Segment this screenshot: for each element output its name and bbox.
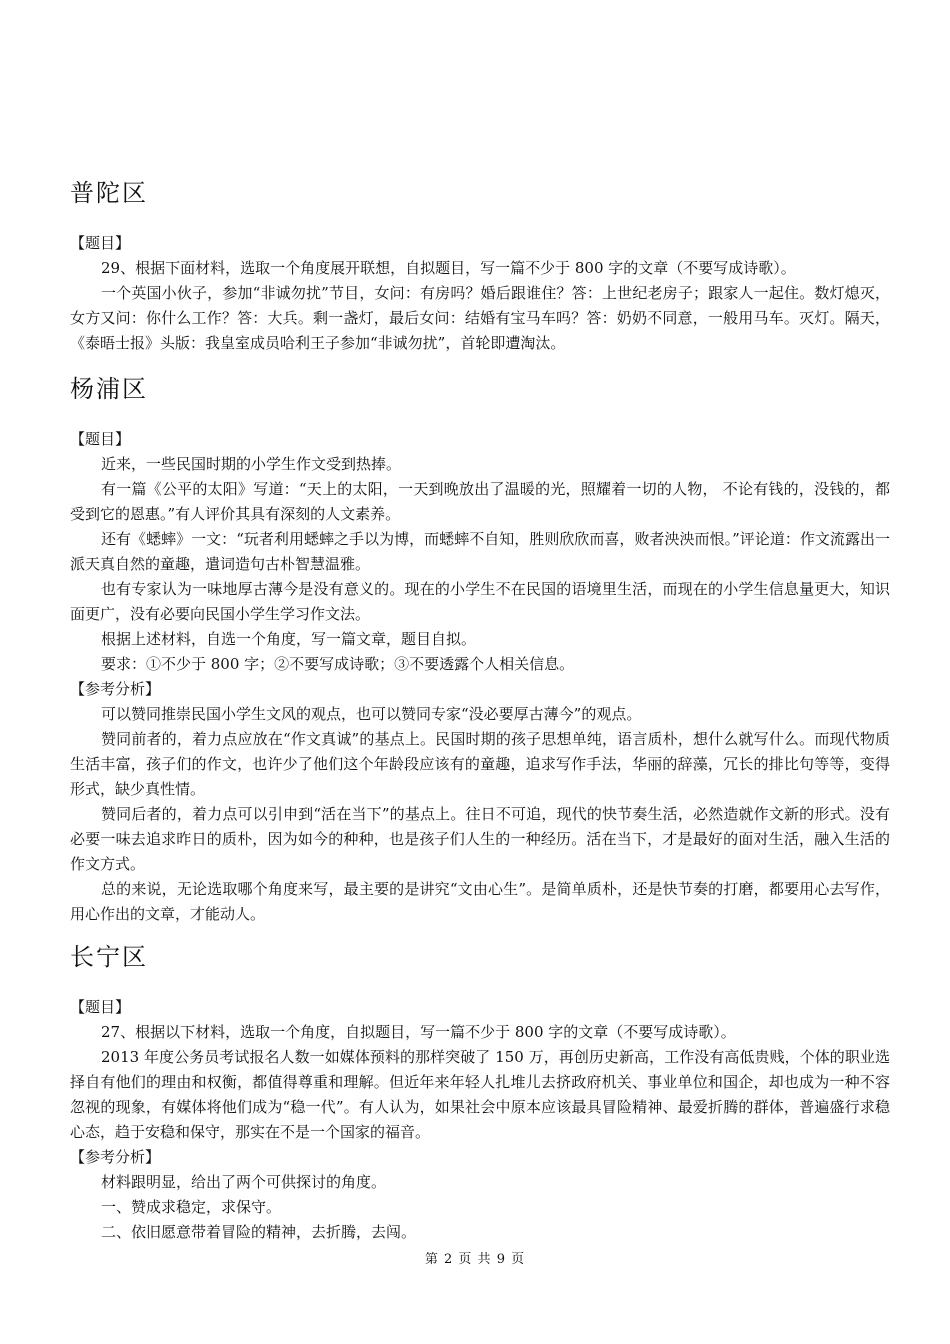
question-label: 【题目】 [70, 998, 131, 1016]
analysis-label: 【参考分析】 [70, 1148, 161, 1166]
paragraph: 2013 年度公务员考试报名人数一如媒体预料的那样突破了 150 万，再创历史新高，工作没有高低贵贱，个体的职业选择自有他们的理由和权衡，都值得尊重和理解。但近年来年轻人扎堆儿去挤政府机关、事业单位和国企，却也成为一种不容忽视的现象，有媒体将他们成为“稳一代”。有人认为，如果社会中原本应该最具冒险精神、最爱折腾的群体，普遍盛行求稳心态，趋于安稳和保守，那实在不是一个国家的福音。 [70, 1048, 890, 1141]
district-title-yangpu: 杨浦区 [70, 375, 148, 403]
paragraph: 根据上述材料，自选一个角度，写一篇文章，题目自拟。 [101, 630, 477, 648]
analysis-paragraph: 赞同前者的，着力点应放在“作文真诚”的基点上。民国时期的孩子思想单纯，语言质朴，想什么就写什么。而现代物质生活丰富，孩子们的作文，也许少了他们这个年龄段应该有的童趣，追求写作手法，华丽的辞藻，冗长的排比句等等，变得形式，缺少真性情。 [70, 730, 890, 798]
analysis-paragraph: 一、赞成求稳定，求保守。 [101, 1198, 282, 1216]
analysis-paragraph: 赞同后者的，着力点可以引申到“活在当下”的基点上。往日不可追，现代的快节奏生活，必然造就作文新的形式。没有必要一味去追求昨日的质朴，因为如今的种种，也是孩子们人生的一种经历。活在当下，才是最好的面对生活，融入生活的作文方式。 [70, 805, 890, 873]
paragraph: 还有《蟋蟀》一文：“玩者利用蟋蟀之手以为博，而蟋蟀不自知，胜则欣欣而喜，败者泱泱而恨。”评论道：作文流露出一派天真自然的童趣，遣词造句古朴智慧温雅。 [70, 530, 890, 573]
analysis-paragraph: 可以赞同推崇民国小学生文风的观点，也可以赞同专家“没必要厚古薄今”的观点。 [101, 705, 642, 723]
paragraph: 有一篇《公平的太阳》写道：“天上的太阳，一天到晚放出了温暖的光，照耀着一切的人物， 不论有钱的，没钱的，都受到它的恩惠。”有人评价其具有深刻的人文素养。 [70, 480, 890, 523]
paragraph: 27、根据以下材料，选取一个角度，自拟题目，写一篇不少于 800 字的文章（不要写成诗歌）。 [101, 1023, 736, 1041]
analysis-label: 【参考分析】 [70, 680, 161, 698]
analysis-paragraph: 二、依旧愿意带着冒险的精神，去折腾，去闯。 [101, 1223, 417, 1241]
page-footer: 第 2 页 共 9 页 [424, 1252, 526, 1267]
paragraph: 近来，一些民国时期的小学生作文受到热捧。 [101, 455, 402, 473]
paragraph: 也有专家认为一味地厚古薄今是没有意义的。现在的小学生不在民国的语境里生活，而现在的小学生信息量更大，知识面更广，没有必要向民国小学生学习作文法。 [70, 580, 890, 623]
question-label: 【题目】 [70, 430, 131, 448]
paragraph: 一个英国小伙子，参加“非诚勿扰”节目，女问：有房吗？婚后跟谁住？答：上世纪老房子；跟家人一起住。数灯熄灭，女方又问：你什么工作？答：大兵。剩一盏灯，最后女问：结婚有宝马车吗？答：奶奶不同意，一般用马车。灭灯。隔天，《泰晤士报》头版：我皇室成员哈利王子参加“非诚勿扰”，首轮即遭淘汰。 [70, 284, 890, 352]
district-title-putuo: 普陀区 [70, 179, 148, 207]
analysis-paragraph: 材料跟明显，给出了两个可供探讨的角度。 [101, 1173, 387, 1191]
yangpu-section [70, 427, 890, 927]
paragraph: 要求：①不少于 800 字；②不要写成诗歌；③不要透露个人相关信息。 [101, 655, 575, 673]
changning-section [70, 995, 890, 1245]
paragraph: 29、根据下面材料，选取一个角度展开联想，自拟题目，写一篇不少于 800 字的文章（不要写成诗歌）。 [101, 259, 796, 277]
district-title-changning: 长宁区 [70, 943, 148, 971]
putuo-section [70, 231, 890, 356]
question-label: 【题目】 [70, 234, 131, 252]
analysis-paragraph: 总的来说，无论选取哪个角度来写，最主要的是讲究“文由心生”。是简单质朴，还是快节奏的打磨，都要用心去写作，用心作出的文章，才能动人。 [70, 880, 890, 923]
